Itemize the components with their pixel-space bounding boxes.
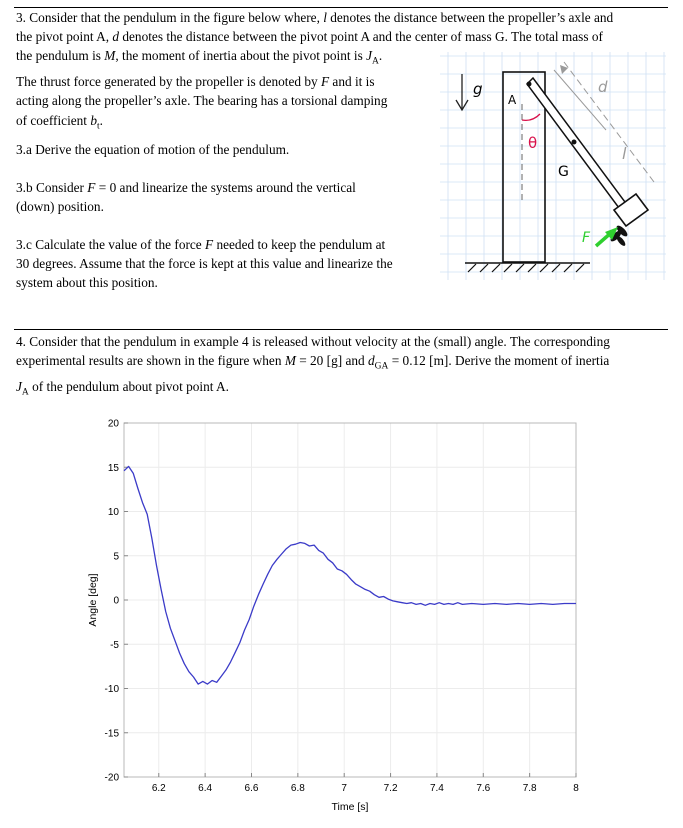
q3c-text: [16, 235, 426, 293]
q4-paragraph: [16, 332, 666, 403]
x-tick-label: 6.6: [244, 783, 259, 794]
force-label: F: [582, 230, 591, 246]
q3c-line-3: system about this position.: [16, 275, 158, 291]
x-tick-label: 7.4: [429, 783, 444, 794]
x-tick-label: 7.8: [522, 783, 537, 794]
center-of-mass-label: G: [558, 164, 569, 180]
y-tick-label: 10: [107, 507, 119, 518]
d-label: d: [598, 78, 608, 96]
x-tick-label: 6.8: [290, 783, 305, 794]
q4-top-rule: [14, 329, 668, 330]
pivot-label-A: A: [508, 93, 517, 107]
q3b-line-2: (down) position.: [16, 199, 104, 215]
y-tick-label: 0: [113, 595, 119, 607]
center-of-mass-G: [572, 140, 577, 145]
q3-line-4: The thrust force generated by the propeller is denoted by F and it is: [16, 74, 375, 90]
q3b-text: [16, 178, 426, 216]
q3c-line-2: 30 degrees. Assume that the force is kept at this value and linearize the: [16, 256, 393, 272]
pendulum-figure: [440, 52, 666, 280]
x-tick-label: 6.2: [151, 783, 166, 794]
gravity-label: g: [473, 80, 483, 98]
theta-label: θ: [528, 134, 538, 152]
theta-arc: [522, 114, 540, 120]
x-axis-label: Time [s]: [331, 801, 369, 813]
y-axis-label: Angle [deg]: [87, 573, 99, 627]
ground-hatching: [468, 264, 584, 272]
y-tick-label: -20: [104, 772, 119, 784]
q3-line-5: acting along the propeller’s axle. The bearing has a torsional damping: [16, 93, 388, 109]
x-tick-label: 6.4: [198, 783, 213, 794]
x-tick-label: 7: [341, 783, 347, 794]
q3-line-3: the pendulum is M, the moment of inertia about the pivot point is $J_A$.: [16, 48, 383, 68]
y-tick-label: -5: [110, 639, 119, 651]
x-tick-label: 7.6: [476, 783, 491, 794]
q3c-line-1: 3.c Calculate the value of the force F needed to keep the pendulum at: [16, 237, 386, 252]
q3a-text: 3.a Derive the equation of motion of the pendulum.: [16, 142, 290, 157]
q4-line-2: experimental results are shown in the figure when M = 20 [g] and $d_{GA} = 0.12$ [m]. Derive the moment of inertia: [16, 353, 610, 372]
y-tick-label: -10: [104, 684, 119, 695]
q3-line-2: the pivot point A, d denotes the distance between the pivot point A and the center of mass G. The total mass of: [16, 29, 603, 45]
y-tick-label: 20: [107, 418, 119, 430]
y-tick-label: -15: [104, 728, 119, 740]
q3b-line-1: 3.b Consider F = 0 and linearize the systems around the vertical: [16, 180, 356, 195]
x-tick-label: 7.2: [383, 783, 398, 794]
y-tick-label: 5: [113, 551, 119, 563]
angle-series-line: [124, 466, 576, 684]
x-tick-label: 8: [573, 783, 579, 794]
q3-line-6: of coefficient $b_t$.: [16, 112, 103, 132]
q3-line-1: 3. Consider that the pendulum in the figure below where, l denotes the distance between the propeller’s axle and: [16, 10, 614, 25]
y-tick-label: 15: [107, 462, 119, 474]
angle-time-chart: [0, 400, 683, 828]
l-label: l: [622, 144, 627, 163]
pivot-point-A: [527, 82, 532, 87]
q4-line-1: 4. Consider that the pendulum in example 4 is released without velocity at the (small) angle. The corresponding: [16, 334, 610, 349]
q4-line-3: $J_A$ of the pendulum about pivot point A.: [16, 379, 229, 398]
